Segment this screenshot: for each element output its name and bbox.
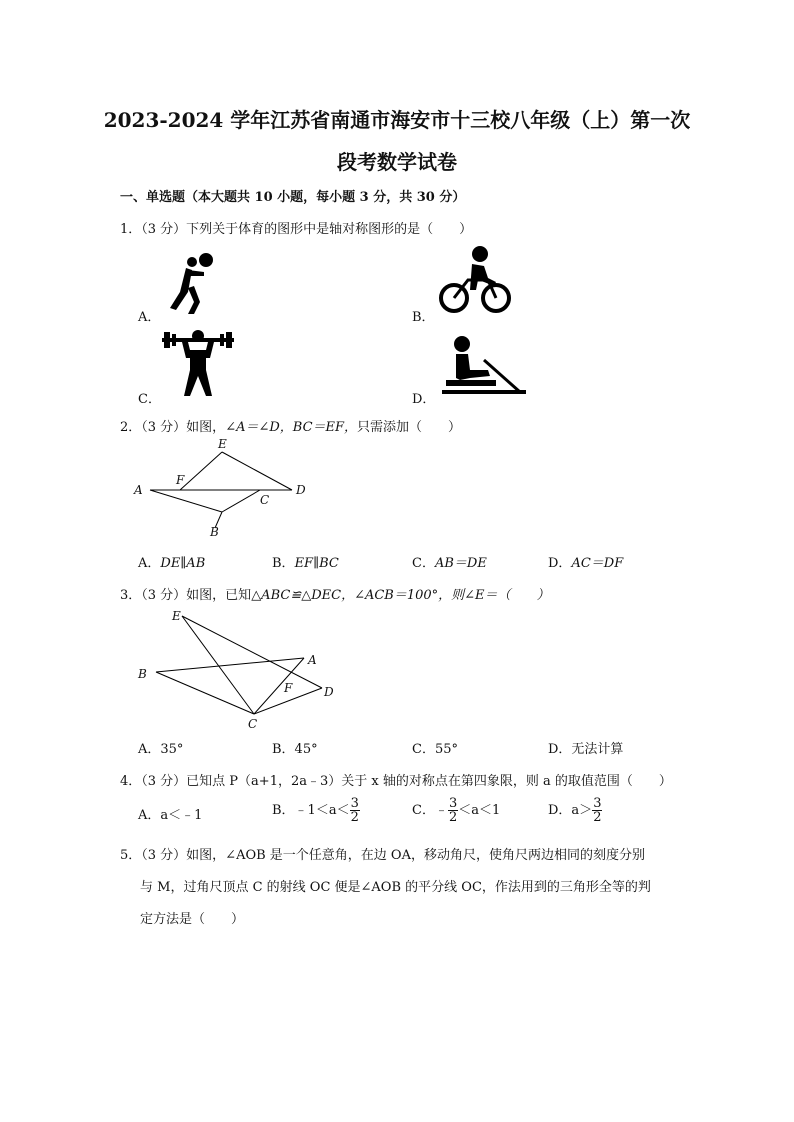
q3-figure [134, 602, 344, 732]
q2-stem-condition: ∠A＝∠D，BC＝EF， [225, 420, 358, 435]
volleyball-player-icon [162, 248, 222, 318]
q4-option-d-fraction [592, 797, 602, 824]
q5-line2: 与 M，过角尺顶点 C 的射线 OC 便是∠AOB 的平分线 OC，作法用到的三角形全等的判 [140, 880, 651, 895]
q2-option-a-prefix: A． [138, 556, 161, 571]
q5-line1: 5．（3 分）如图，∠AOB 是一个任意角，在边 OA，移动角尺，使角尺两边相同的刻度分别 [120, 848, 645, 863]
segment-fe [180, 452, 222, 490]
q2-stem-tail: 只需添加（ ） [357, 420, 462, 435]
q3-label-b: B [138, 667, 147, 681]
fraction-numerator: 3 [593, 796, 602, 811]
q2-label-b: B [210, 525, 219, 539]
q3-option-b: B．45° [272, 742, 318, 757]
q2-label-d: D [296, 483, 306, 497]
segment-bc [222, 490, 260, 512]
fraction-denominator: 2 [350, 810, 359, 825]
segment-ab [150, 490, 222, 512]
q3-label-f: F [284, 681, 293, 695]
q2-option-d-text: AC＝DF [571, 556, 624, 571]
q3-label-a: A [308, 653, 317, 667]
q4-option-c-fraction [448, 797, 458, 824]
q3-label-e: E [172, 609, 181, 623]
q1-option-b-label: B． [412, 310, 435, 325]
q3-option-d: D．无法计算 [548, 742, 624, 757]
exam-title-line1: 2023-2024 学年江苏省南通市海安市十三校八年级（上）第一次 [103, 108, 691, 132]
segment-ec [182, 616, 254, 714]
segment-bc [156, 672, 254, 714]
exam-title-line2: 段考数学试卷 [337, 150, 457, 174]
q3-stem [120, 584, 550, 603]
q2-option-c-prefix: C． [412, 556, 435, 571]
fraction-numerator: 3 [350, 796, 359, 811]
q3-label-c: C [248, 717, 258, 731]
segment-ed [182, 616, 322, 688]
cyclist-icon [436, 244, 516, 318]
q2-option-b-prefix: B． [272, 556, 295, 571]
q4-option-b-text: B．﹣1＜a＜ [272, 803, 350, 818]
rower-icon [440, 334, 530, 398]
fraction-numerator: 3 [448, 796, 458, 811]
q2-label-f: F [176, 473, 185, 487]
q4-option-a: A．a＜﹣1 [138, 808, 203, 823]
q3-stem-number: 3．（3 分）如图，已知 [120, 588, 252, 603]
q1-option-c-label: C． [138, 392, 161, 407]
q3-stem-condition: △ABC≌△DEC，∠ACB＝100°，则∠E＝（ ） [251, 588, 550, 603]
q2-label-a: A [134, 483, 143, 497]
q5-line3: 定方法是（ ） [140, 912, 245, 927]
q4-option-c-prefix: C．﹣ [412, 803, 448, 818]
q4-option-b [272, 797, 360, 824]
q3-option-a: A．35° [138, 742, 184, 757]
q2-label-e: E [218, 437, 227, 451]
fraction-denominator: 2 [593, 810, 602, 825]
q4-stem: 4．（3 分）已知点 P（a+1，2a﹣3）关于 x 轴的对称点在第四象限，则 a 的取值范围（ ） [120, 774, 672, 789]
segment-ed [222, 452, 292, 490]
section-heading: 一、单选题（本大题共 10 小题，每小题 3 分，共 30 分） [120, 190, 466, 205]
q2-option-d-prefix: D． [548, 556, 572, 571]
q4-option-d [548, 797, 602, 824]
q4-option-b-fraction [350, 797, 360, 824]
q3-label-d: D [324, 685, 334, 699]
q1-option-d-label: D． [412, 392, 436, 407]
q4-option-c [412, 797, 500, 824]
q2-figure [130, 432, 320, 550]
q2-option-d [548, 552, 623, 571]
segment-ba [156, 658, 304, 672]
fraction-denominator: 2 [448, 810, 458, 825]
weightlifter-icon [160, 328, 236, 398]
q2-stem-number: 2．（3 分）如图， [120, 420, 226, 435]
q2-option-a [138, 552, 205, 571]
q2-option-c-text: AB＝DE [434, 556, 487, 571]
q2-option-a-text: DE∥AB [160, 556, 206, 571]
q2-label-c: C [260, 493, 270, 507]
q1-stem: 1．（3 分）下列关于体育的图形中是轴对称图形的是（ ） [120, 222, 473, 237]
q4-option-d-prefix: D．a＞ [548, 803, 593, 818]
q1-option-a-label: A． [138, 310, 161, 325]
q2-option-c [412, 552, 487, 571]
q2-option-b [272, 552, 339, 571]
q2-option-b-text: EF∥BC [294, 556, 339, 571]
q3-option-c: C．55° [412, 742, 458, 757]
q4-option-c-suffix: ＜a＜1 [458, 803, 501, 818]
